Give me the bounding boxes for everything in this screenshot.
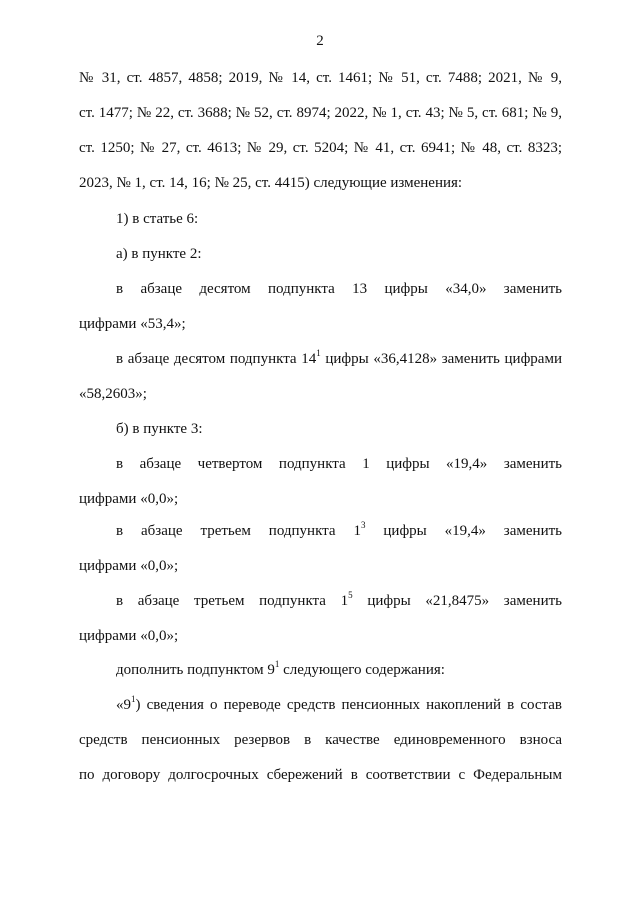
text-line-19-part-2: ) сведения о переводе средств пенсионных накоплений в состав (135, 697, 562, 713)
text-line-9-part-2: цифры «36,4128» заменить цифрами (320, 351, 562, 367)
text-line-18-part-2: следующего содержания: (279, 662, 445, 678)
text-line-20: средств пенсионных резервов в качестве единовременного взноса (79, 732, 562, 748)
superscript: 5 (348, 590, 353, 600)
text-line-9-part-1: в абзаце десятом подпункта 14 (116, 351, 317, 367)
item-1-heading: 1) в статье 6: (116, 211, 199, 227)
text-line-7: в абзаце десятом подпункта 13 цифры «34,0» заменить (116, 281, 562, 297)
text-line-4: 2023, № 1, ст. 14, 16; № 25, ст. 4415) следующие изменения: (79, 175, 463, 191)
text-line-9 (116, 350, 562, 368)
text-line-1: № 31, ст. 4857, 4858; 2019, № 14, ст. 1461; № 51, ст. 7488; 2021, № 9, (79, 70, 562, 86)
text-line-16-part-1: в абзаце третьем подпункта 1 (116, 593, 349, 609)
text-line-15: цифрами «0,0»; (79, 558, 179, 574)
text-line-14-part-1: в абзаце третьем подпункта 1 (116, 523, 361, 539)
text-line-10: «58,2603»; (79, 386, 147, 402)
text-line-18 (116, 661, 562, 679)
text-line-2: ст. 1477; № 22, ст. 3688; № 52, ст. 8974; 2022, № 1, ст. 43; № 5, ст. 681; № 9, (79, 105, 562, 121)
subitem-b-heading: б) в пункте 3: (116, 421, 203, 437)
subitem-a-heading: а) в пункте 2: (116, 246, 202, 262)
text-line-16 (116, 592, 562, 610)
text-line-3: ст. 1250; № 27, ст. 4613; № 29, ст. 5204; № 41, ст. 6941; № 48, ст. 8323; (79, 140, 562, 156)
superscript: 1 (274, 659, 280, 669)
text-line-12: в абзаце четвертом подпункта 1 цифры «19,4» заменить (116, 456, 562, 472)
text-line-18-part-1: дополнить подпунктом 9 (116, 662, 275, 678)
superscript: 3 (360, 520, 366, 530)
text-line-19 (116, 696, 562, 714)
text-line-14 (116, 522, 562, 540)
superscript: 1 (316, 348, 321, 358)
text-line-16-part-2: цифры «21,8475» заменить (352, 593, 562, 609)
page-number: 2 (316, 33, 324, 49)
superscript: 1 (131, 694, 136, 704)
text-line-14-part-2: цифры «19,4» заменить (365, 523, 562, 539)
text-line-8: цифрами «53,4»; (79, 316, 186, 332)
text-line-21: по договору долгосрочных сбережений в соответствии с Федеральным (79, 767, 562, 783)
text-line-17: цифрами «0,0»; (79, 628, 179, 644)
text-line-19-part-1: «9 (116, 697, 131, 713)
text-line-13: цифрами «0,0»; (79, 491, 179, 507)
